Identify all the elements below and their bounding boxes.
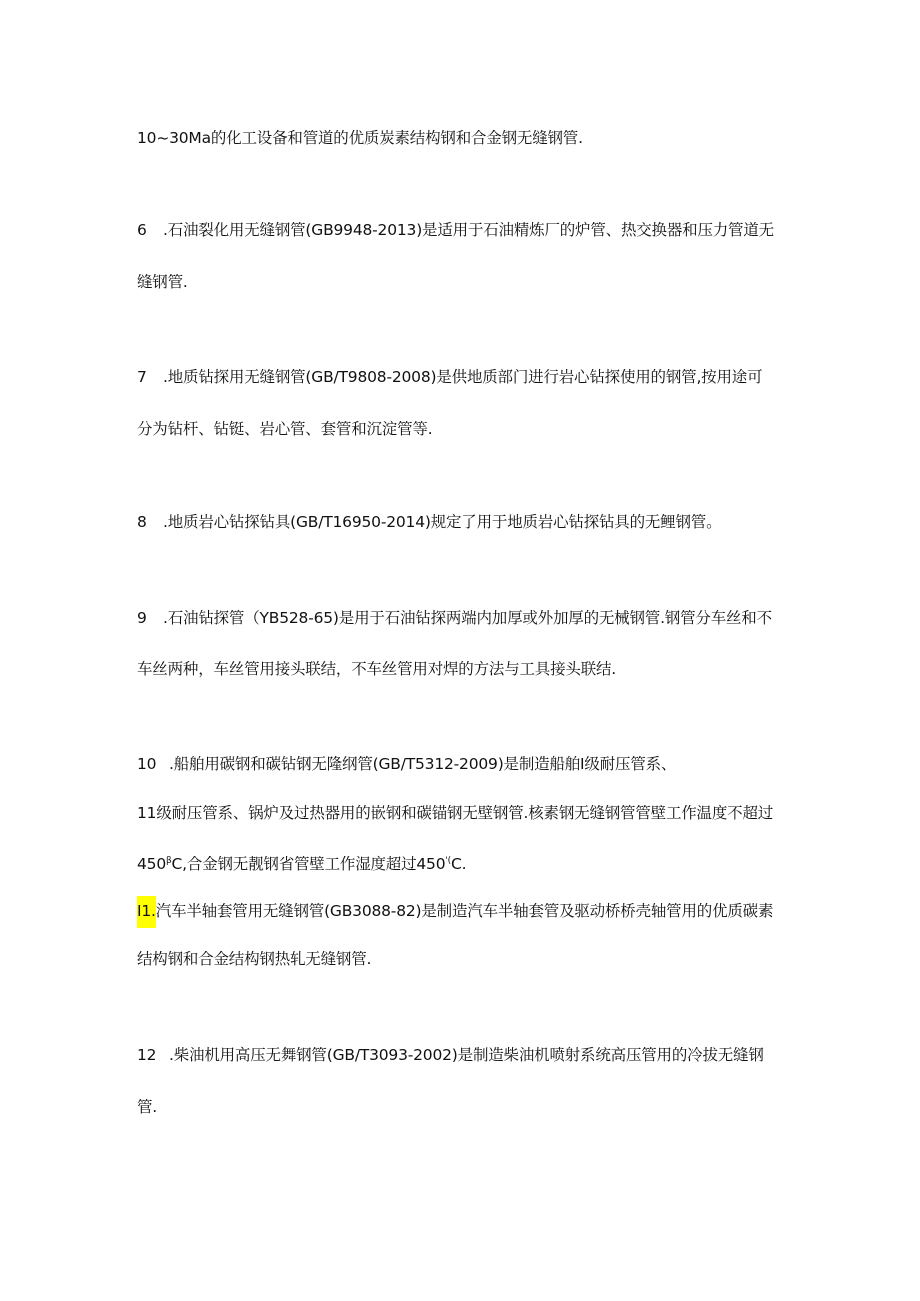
item-number: 7: [137, 368, 147, 386]
highlighted-item-number: I1.: [137, 896, 156, 928]
line-text: 结构钢和合金结构钢热轧无缝钢管.: [137, 950, 372, 968]
item-10-line-2: [137, 803, 773, 823]
superscript-mark: '(: [445, 856, 451, 866]
line-text: .地质钻探用无缝钢管(GB/T9808-2008)是供地质部门进行岩心钻探使用的钢管,按用途可: [163, 368, 763, 386]
item-7-line-2: [137, 419, 432, 439]
line-text: .柴油机用高压无舞钢管(GB/T3093-2002)是制造柴油机喷射系统高压管用的冷拔无缝钢: [169, 1046, 764, 1064]
line-text: 450: [137, 855, 166, 873]
item-7-line-1: [137, 367, 762, 387]
item-6-line-2: [137, 272, 188, 292]
item-9-line-2: [137, 659, 616, 679]
item-11-line-1: [137, 901, 773, 921]
item-8-line-1: [137, 512, 721, 532]
line-text: C.: [450, 855, 467, 873]
item-10-line-1: [137, 754, 676, 774]
line-text: C,合金钢无靓钢省管壁工作湿度超过450: [171, 855, 446, 873]
item-12-line-2: [137, 1097, 157, 1117]
line-text: .石油钻探管（YB528-65)是用于石油钻探两端内加厚或外加厚的无械钢管.钢管分车丝和不: [163, 609, 772, 627]
line-text: 10~30Ma的化工设备和管道的优质炭素结构钢和合金钢无缝钢管.: [137, 129, 583, 147]
item-12-line-1: [137, 1045, 764, 1065]
item-number: 12: [137, 1046, 157, 1064]
superscript-mark: β: [166, 856, 172, 866]
item-number: 8: [137, 513, 147, 531]
line-text: 管.: [137, 1098, 158, 1116]
item-10-line-3: [137, 851, 466, 874]
line-text: 汽车半轴套管用无缝钢管(GB3088-82)是制造汽车半轴套管及驱动桥桥壳轴管用的优质碳素: [155, 902, 774, 920]
line-text: .石油裂化用无缝钢管(GB9948-2013)是适用于石油精炼厂的炉管、热交换器和压力管道无: [163, 221, 774, 239]
line-text: 缝钢管.: [137, 273, 188, 291]
line-text: .地质岩心钻探钻具(GB/T16950-2014)规定了用于地质岩心钻探钻具的无鲤钢管。: [163, 513, 722, 531]
line-text: 分为钻杆、钻铤、岩心管、套管和沉淀管等.: [137, 420, 433, 438]
item-9-line-1: [137, 608, 772, 628]
line-text: 11级耐压管系、锅炉及过热器用的嵌钢和碳锚钢无壁钢管.核素钢无缝钢管管壁工作温度不超过: [137, 804, 774, 822]
line-text: 车丝两种，车丝管用接头联结，不车丝管用对焊的方法与工具接头联结.: [137, 660, 617, 678]
item-number: 9: [137, 609, 147, 627]
item-number: 6: [137, 221, 147, 239]
item-11-line-2: [137, 949, 371, 969]
item-number: 10: [137, 755, 157, 773]
item-6-line-1: [137, 220, 774, 240]
line-text: .船舶用碳钢和碳钻钢无隆纲管(GB/T5312-2009)是制造船舶I级耐压管系、: [169, 755, 677, 773]
paragraph-line-1: [137, 128, 583, 148]
